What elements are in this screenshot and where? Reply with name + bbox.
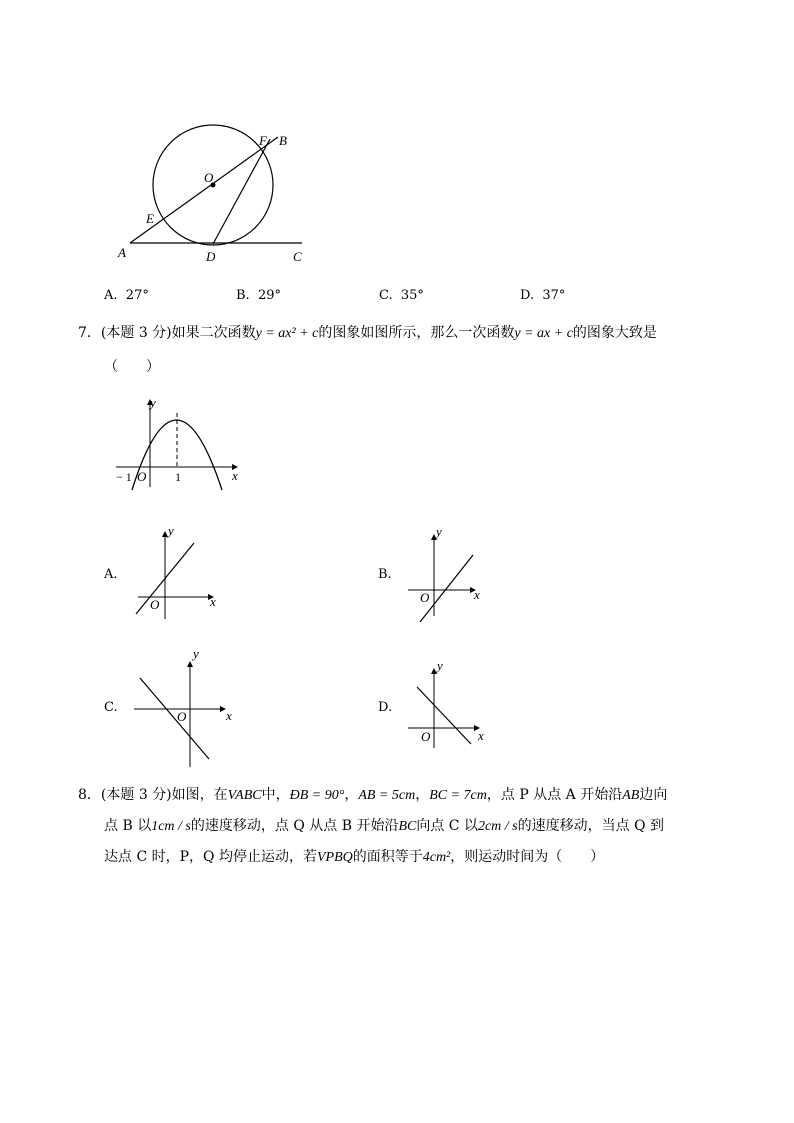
q8-stem-line1 — [78, 785, 667, 806]
label-y: y — [436, 524, 442, 539]
q7-answer-blank: （ ） — [104, 359, 160, 375]
label-a: A — [118, 245, 126, 260]
q8-text-9: 向点 C 以 — [416, 818, 478, 834]
q7-suffix: 的图象大致是 — [572, 325, 657, 341]
label-x: x — [232, 468, 238, 483]
q8-text-12: 的面积等于 — [352, 849, 423, 865]
q7-option-a-letter[interactable]: A. — [104, 567, 118, 582]
label-y: y — [437, 658, 443, 673]
q7-stem-line1 — [78, 323, 657, 344]
q8-text-11: 达点 C 时，P，Q 均停止运动，若 — [104, 849, 317, 865]
q8-text-13: ，则运动时间为（ ） — [450, 849, 605, 865]
label-y: y — [168, 523, 174, 538]
label-y: y — [150, 395, 156, 410]
label-x: x — [210, 594, 216, 609]
label-d: D — [206, 249, 216, 264]
q8-text-6: 边向 — [639, 787, 668, 803]
q8-bc: BC — [398, 819, 417, 834]
q6-option-d[interactable] — [520, 286, 565, 306]
label-b: B — [279, 133, 287, 148]
label-x: x — [478, 728, 484, 743]
q7-option-c-graph[interactable] — [130, 645, 240, 770]
q8-area: 4cm² — [422, 850, 451, 865]
q7-func-linear: y = ax + c — [514, 326, 573, 341]
q6-option-d-letter: D. — [520, 288, 535, 303]
function-line — [420, 555, 473, 622]
label-origin: O — [177, 709, 187, 724]
q7-option-a-graph[interactable] — [130, 525, 230, 625]
q6-option-b[interactable] — [236, 286, 281, 306]
q8-triangle-abc: VABC — [227, 788, 262, 803]
q8-text-1: 8．(本题 3 分)如图，在 — [78, 787, 228, 803]
label-x: x — [474, 587, 480, 602]
y-axis-arrow-icon — [187, 661, 193, 667]
label-x: x — [226, 708, 232, 723]
q8-stem-line3 — [104, 847, 604, 868]
q6-option-a[interactable] — [104, 286, 149, 306]
label-origin: O — [421, 729, 431, 744]
q8-text-7: 点 B 以 — [104, 818, 152, 834]
q8-text-2: 中， — [261, 787, 290, 803]
q7-option-c-letter[interactable]: C. — [104, 700, 118, 715]
q6-option-c[interactable] — [379, 286, 424, 306]
q7-option-b-letter[interactable]: B. — [378, 567, 392, 582]
label-o: O — [204, 170, 214, 185]
label-e: E — [146, 211, 154, 226]
q8-stem-line2 — [104, 816, 664, 837]
q6-option-a-value: 27° — [125, 288, 149, 303]
label-f: F — [259, 133, 267, 148]
q8-ab: AB — [622, 788, 640, 803]
q8-bc-length: BC = 7cm — [429, 788, 487, 803]
label-origin: O — [150, 597, 160, 612]
label-origin: O — [137, 469, 147, 484]
q6-option-c-value: 35° — [400, 288, 424, 303]
label-c: C — [293, 249, 302, 264]
q7-option-b-graph[interactable] — [404, 520, 504, 625]
q8-triangle-pbq: VPBQ — [316, 850, 353, 865]
q7-option-d-letter[interactable]: D. — [378, 700, 393, 715]
q6-option-b-value: 29° — [257, 288, 281, 303]
q8-text-8: 的速度移动，点 Q 从点 B 开始沿 — [190, 818, 399, 834]
q7-func-quadratic: y = ax² + c — [255, 326, 319, 341]
q8-text-10: 的速度移动，当点 Q 到 — [517, 818, 665, 834]
q8-text-5: ，点 P 从点 A 开始沿 — [486, 787, 623, 803]
q6-option-c-letter: C. — [379, 288, 393, 303]
q8-text-4: ， — [415, 787, 430, 803]
q7-option-d-graph[interactable] — [404, 658, 504, 753]
label-neg1: − 1 — [116, 470, 132, 484]
function-line — [140, 678, 209, 759]
q7-parabola-graph — [112, 395, 247, 490]
chord-df — [213, 139, 270, 244]
q6-option-b-letter: B. — [236, 288, 250, 303]
label-one: 1 — [175, 470, 181, 484]
q8-angle-b: ÐB = 90° — [289, 788, 345, 803]
q8-speed-q: 2cm / s — [477, 819, 518, 834]
label-origin: O — [420, 590, 430, 605]
q6-circle-figure — [110, 125, 310, 270]
q7-middle: 的图象如图所示，那么一次函数 — [318, 325, 515, 341]
q6-option-a-letter: A. — [104, 288, 118, 303]
q8-text-3: ， — [344, 787, 359, 803]
q6-option-d-value: 37° — [542, 288, 566, 303]
q7-prefix: 7．(本题 3 分)如果二次函数 — [78, 325, 256, 341]
label-y: y — [193, 646, 199, 661]
q8-ab-length: AB = 5cm — [358, 788, 416, 803]
q8-speed-p: 1cm / s — [151, 819, 191, 834]
